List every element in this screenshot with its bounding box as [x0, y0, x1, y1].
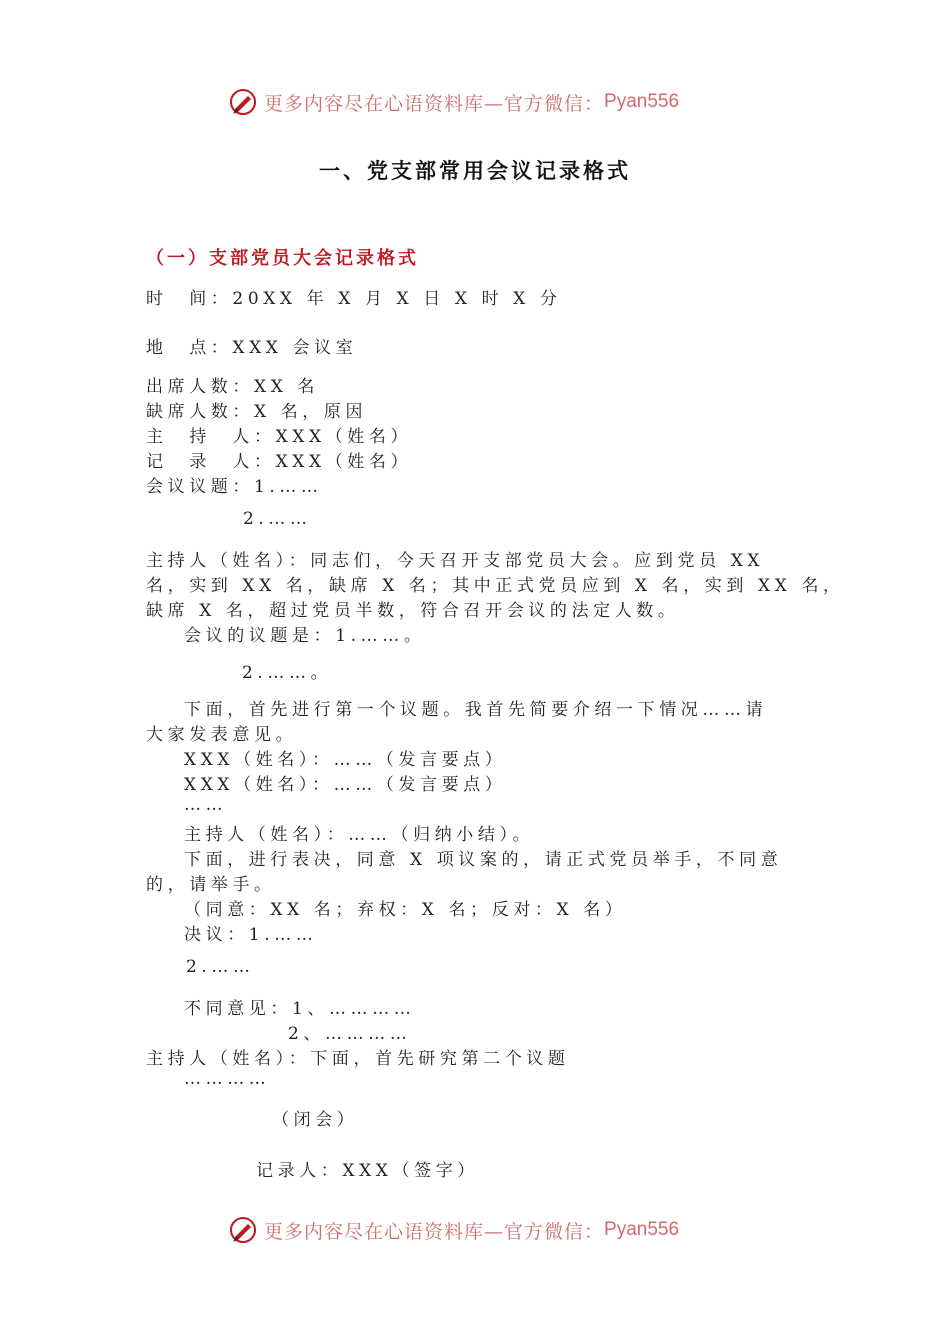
body-line: 的，请举手。: [146, 875, 276, 895]
ellipsis-line: …………: [184, 1069, 271, 1089]
speaker-line: XXX（姓名）：……（发言要点）: [184, 750, 507, 770]
agenda-item-2: 2.……: [243, 509, 312, 529]
meeting-time: 时 间：20XX 年 X 月 X 日 X 时 X 分: [146, 289, 562, 309]
host: 主 持 人：XXX（姓名）: [146, 427, 413, 447]
body-line: 名，实到 XX 名，缺席 X 名；其中正式党员应到 X 名，实到 XX 名，: [146, 576, 845, 596]
body-line: 缺席 X 名，超过党员半数，符合召开会议的法定人数。: [146, 601, 680, 621]
meeting-close: （闭会）: [272, 1110, 359, 1130]
pen-logo-icon: [228, 87, 258, 117]
watermark-wechat-id: Pyan556: [604, 91, 680, 112]
ellipsis-line: ……: [184, 795, 228, 815]
recorder: 记 录 人：XXX（姓名）: [146, 452, 413, 472]
footer-watermark-banner: [228, 1213, 748, 1247]
agenda-item-1: 会议议题：1.……: [146, 477, 323, 497]
body-line: 主持人（姓名）：同志们，今天召开支部党员大会。应到党员 XX: [146, 551, 765, 571]
body-line: 下面，进行表决，同意 X 项议案的，请正式党员举手，不同意: [184, 850, 783, 870]
body-line: 会议的议题是：1.……。: [184, 626, 426, 646]
document-title: 一、党支部常用会议记录格式: [319, 159, 631, 183]
body-line: 大家发表意见。: [146, 725, 298, 745]
resolution-1: 决议：1.……: [184, 925, 318, 945]
vote-result: （同意：XX 名；弃权：X 名；反对：X 名）: [184, 900, 627, 920]
speaker-line: XXX（姓名）：……（发言要点）: [184, 775, 507, 795]
body-line: 下面，首先进行第一个议题。我首先简要介绍一下情况……请: [184, 700, 768, 720]
header-watermark-banner: [228, 85, 748, 119]
recorder-signature: 记录人：XXX（签字）: [256, 1161, 479, 1181]
dissent-2: 2、…………: [288, 1024, 412, 1044]
watermark-wechat-id: Pyan556: [604, 1219, 680, 1240]
host-summary: 主持人（姓名）：……（归纳小结）。: [184, 825, 535, 845]
attendance-count: 出席人数：XX 名: [146, 377, 320, 397]
watermark-text: 更多内容尽在心语资料库—官方微信：: [264, 92, 605, 115]
absence-count: 缺席人数：X 名，原因: [146, 402, 368, 422]
pen-logo-icon: [228, 1215, 258, 1245]
section-heading: （一）支部党员大会记录格式: [146, 248, 419, 269]
body-line: 2.……。: [242, 663, 333, 683]
resolution-2: 2.……: [186, 957, 255, 977]
watermark-text: 更多内容尽在心语资料库—官方微信：: [264, 1220, 605, 1243]
second-agenda-line: 主持人（姓名）：下面，首先研究第二个议题: [146, 1049, 570, 1069]
dissent-1: 不同意见：1、…………: [184, 999, 416, 1019]
meeting-location: 地 点：XXX 会议室: [146, 338, 358, 358]
